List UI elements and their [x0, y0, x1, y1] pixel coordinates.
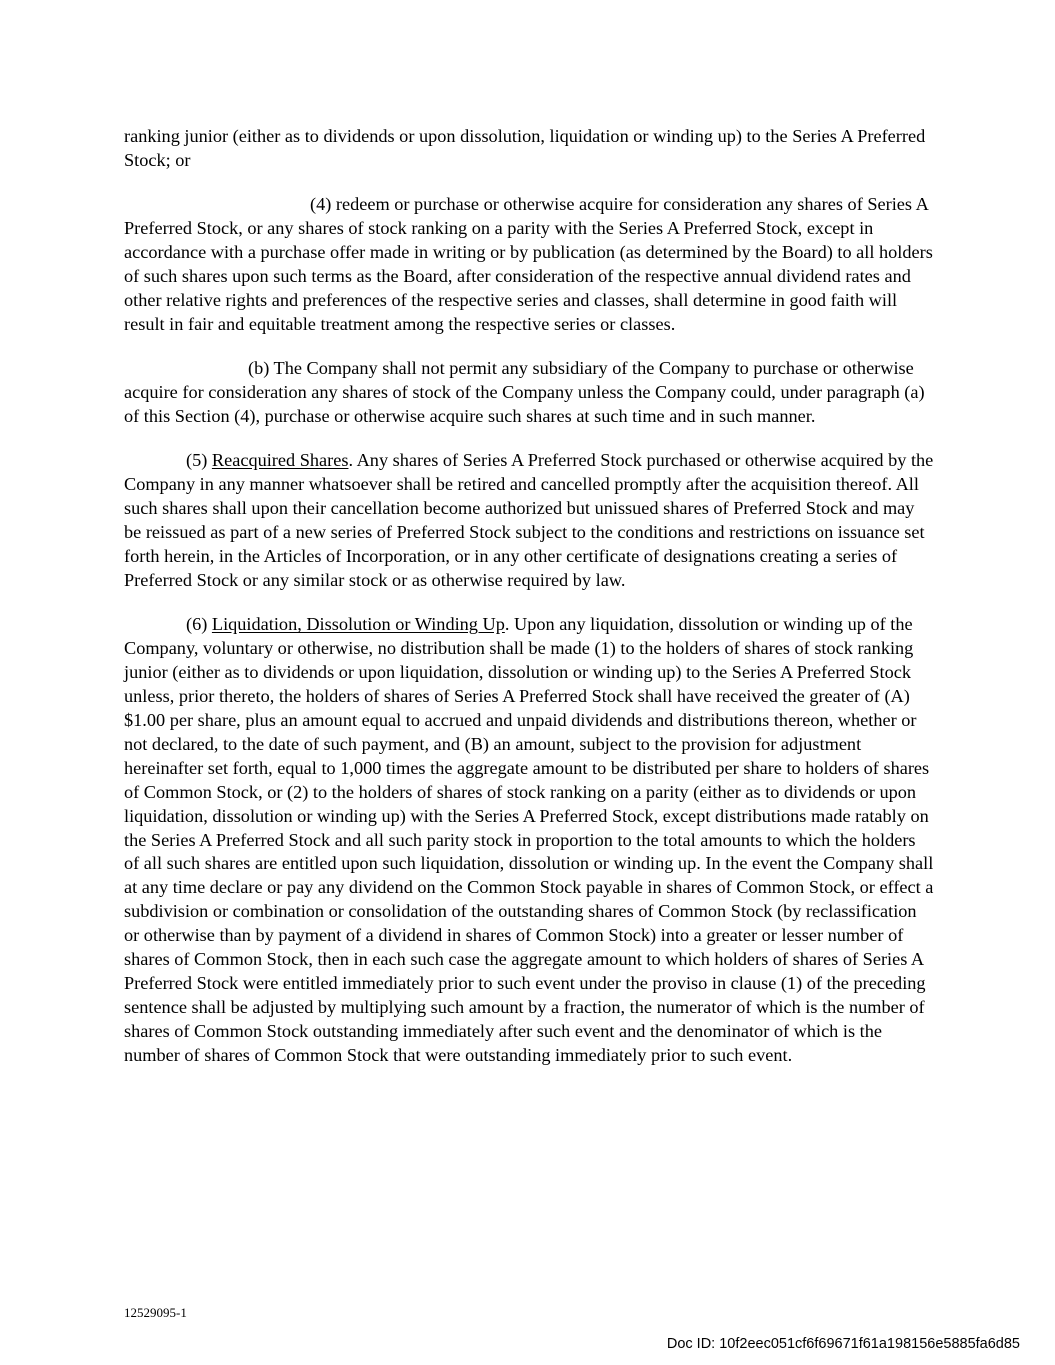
doc-id-stamp: Doc ID: 10f2eec051cf6f69671f61a198156e5885fa6d85 — [666, 1336, 1020, 1352]
paragraph-clause-b: (b) The Company shall not permit any subsidiary of the Company to purchase or otherwise acquire for consideration any shares of stock of the Company unless the Company could, under paragraph (a) of this Section (4), purchase or otherwise acquire such shares at such time and in such manner. — [124, 358, 925, 427]
document-body — [124, 125, 934, 1088]
paragraph-continuation: ranking junior (either as to dividends or upon dissolution, liquidation or winding up) to the Series A Preferred Stock; or — [124, 126, 926, 170]
section-6-heading: Liquidation, Dissolution or Winding Up — [211, 614, 505, 635]
section-5-text: . Any shares of Series A Preferred Stock purchased or otherwise acquired by the Company in any manner whatsoever shall be retired and cancelled promptly after the acquisition thereof. All such shares shall upon their cancellation become authorized but unissued shares of Preferred Stock and may be reissued as part of a new series of Preferred Stock subject to the conditions and restrictions on issuance set forth herein, in the Articles of Incorporation, or in any other certificate of designations creating a series of Preferred Stock or any similar stock or as otherwise required by law. — [124, 450, 934, 590]
paragraph-clause-4: (4) redeem or purchase or otherwise acquire for consideration any shares of Series A Preferred Stock, or any shares of stock ranking on a parity with the Series A Preferred Stock, except in accordance with a purchase offer made in writing or by publication (as determined by the Board) to all holders of such shares upon such terms as the Board, after consideration of the respective annual dividend rates and other relative rights and preferences of the respective series and classes, shall determine in good faith will result in fair and equitable treatment among the respective series or classes. — [124, 194, 933, 334]
section-6-number: (6) — [186, 614, 208, 635]
section-5-heading: Reacquired Shares — [211, 450, 349, 471]
document-footer-id: 12529095-1 — [124, 1305, 187, 1320]
section-6-text: . Upon any liquidation, dissolution or winding up of the Company, voluntary or otherwise, no distribution shall be made (1) to the holders of shares of stock ranking junior (either as to dividends or upon liquidation, dissolution or winding up) to the Series A Preferred Stock unless, prior thereto, the holders of shares of Series A Preferred Stock shall have received the greater of (A) $1.00 per share, plus an amount equal to accrued and unpaid dividends and distributions thereon, whether or not declared, to the date of such payment, and (B) an amount, subject to the provision for adjustment hereinafter set forth, equal to 1,000 times the aggregate amount to be distributed per share to holders of shares of Common Stock, or (2) to the holders of shares of stock ranking on a parity (either as to dividends or upon liquidation, dissolution or winding up) with the Series A Preferred Stock, except distributions made ratably on the Series A Preferred Stock and all such parity stock in proportion to the total amounts to which the holders of all such shares are entitled upon such liquidation, dissolution or winding up. In the event the Company shall at any time declare or pay any dividend on the Common Stock payable in shares of Common Stock, or effect a subdivision or combination or consolidation of the outstanding shares of Common Stock (by reclassification or otherwise than by payment of a dividend in shares of Common Stock) into a greater or lesser number of shares of Common Stock, then in each such case the aggregate amount to which holders of shares of Series A Preferred Stock were entitled immediately prior to such event under the proviso in clause (1) of the preceding sentence shall be adjusted by multiplying such amount by a fraction, the numerator of which is the number of shares of Common Stock outstanding immediately after such event and the denominator of which is the number of shares of Common Stock that were outstanding immediately prior to such event. — [124, 614, 934, 1065]
section-5-number: (5) — [186, 450, 208, 471]
paragraph-section-6 — [124, 613, 934, 1067]
paragraph-section-5 — [124, 449, 934, 592]
